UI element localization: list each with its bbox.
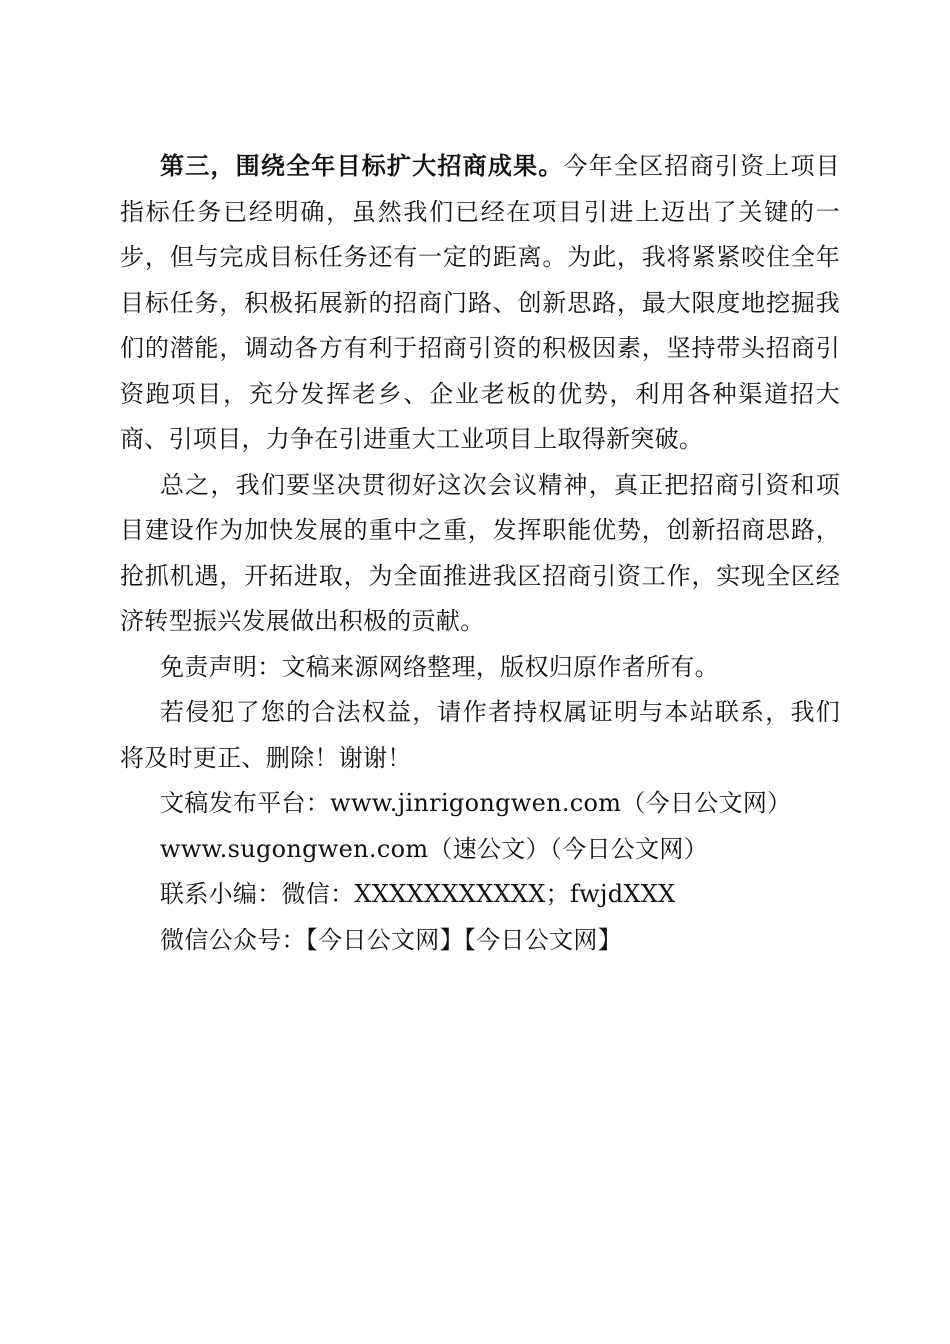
disclaimer-text: 免责声明：文稿来源网络整理，版权归原作者所有。 [160,652,719,681]
publish-platform-line: 文稿发布平台：www.jinrigongwen.com（今日公文网） [160,789,792,817]
wechat-account-line: 微信公众号：【今日公文网】【今日公文网】 [160,925,622,954]
alt-site-line: www.sugongwen.com（速公文）（今日公文网） [160,834,708,863]
section-three-paragraph [120,143,840,463]
document-body [120,143,840,963]
section-three-heading: 第三，围绕全年目标扩大招商成果。 [160,151,564,180]
infringement-notice: 若侵犯了您的合法权益，请作者持权属证明与本站联系，我们将及时更正、删除！谢谢！ [120,698,840,772]
contact-line: 联系小编：微信：XXXXXXXXXXX；fwjdXXX [160,880,676,908]
conclusion-paragraph: 总之，我们要坚决贯彻好这次会议精神，真正把招商引资和项目建设作为加快发展的重中之重，发挥职能优势，创新招商思路，抢抓机遇，开拓进取，为全面推进我区招商引资工作，实现全区经济转型振兴发展做出积极的贡献。 [120,470,840,635]
section-three-text: 今年全区招商引资上项目指标任务已经明确，虽然我们已经在项目引进上迈出了关键的一步，但与完成目标任务还有一定的距离。为此，我将紧紧咬住全年目标任务，积极拓展新的招商门路、创新思路，最大限度地挖掘我们的潜能，调动各方有利于招商引资的积极因素，坚持带头招商引资跑项目，充分发挥老乡、企业老板的优势，利用各种渠道招大商、引项目，力争在引进重大工业项目上取得新突破。 [120,152,840,453]
